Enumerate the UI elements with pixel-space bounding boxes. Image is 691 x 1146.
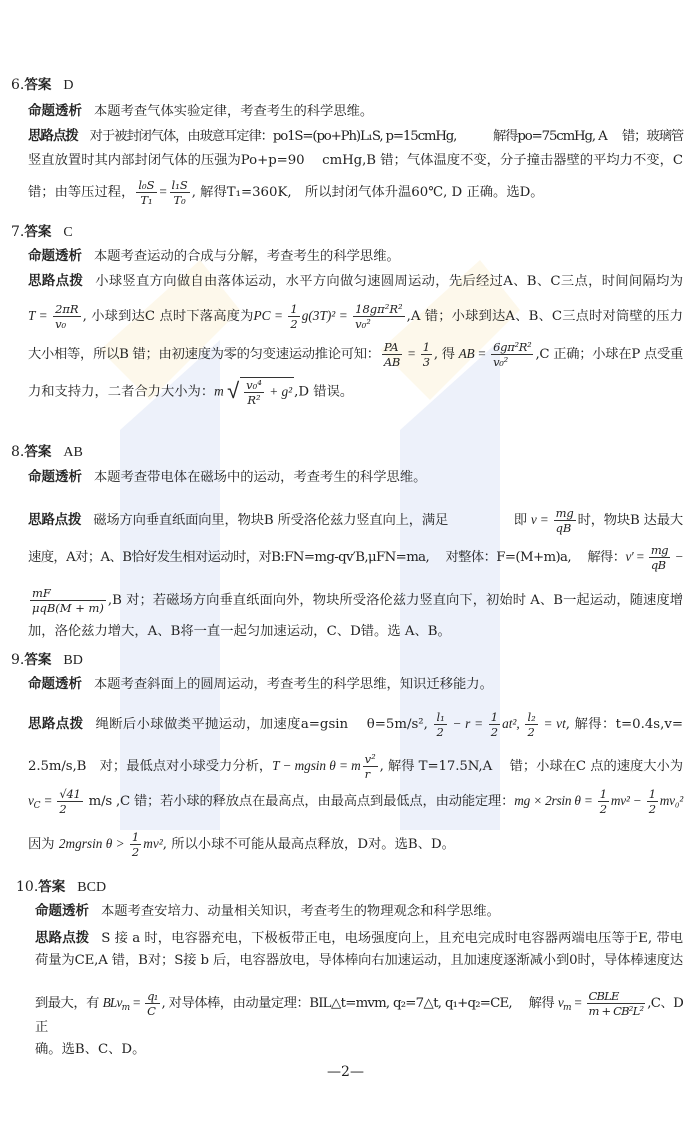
math-subscript: m: [562, 1003, 571, 1013]
question-number: 7.: [11, 224, 25, 240]
math-expression: mv² −: [610, 793, 645, 808]
hint-text: [28, 377, 683, 407]
hint-text: [28, 830, 683, 859]
fraction-numerator: PA: [382, 340, 402, 355]
answer-header: [11, 75, 73, 96]
fraction-numerator: 1: [490, 710, 499, 724]
fraction-denominator: T₀: [173, 193, 186, 207]
text-segment: 错；由等压过程，: [28, 185, 135, 200]
hint-line: [28, 271, 683, 292]
fraction-numerator: 1: [422, 340, 430, 354]
text-segment: , 对导体棒，由动量定理：BIL△t=mvm, q₂=7△t, q₁+q₂=CE, 解得: [161, 996, 558, 1011]
fraction-numerator: 1: [648, 787, 656, 801]
text-segment: , 小球到达C 点时下落高度为: [82, 309, 254, 324]
math-fraction: [525, 710, 537, 739]
math-expression: v′ =: [625, 549, 647, 564]
math-expression: BLv: [102, 995, 122, 1010]
math-fraction: [489, 710, 500, 739]
analysis-line: [28, 674, 683, 695]
text-segment: 因为: [28, 837, 59, 852]
text-segment: 力和支持力，二者合力大小为：: [28, 384, 215, 400]
fraction-denominator: 2: [59, 802, 67, 816]
math-fraction: [57, 787, 82, 816]
text-segment: , 所以小球不可能从最高点释放，D对。选B、D。: [162, 837, 455, 852]
text-segment: m/s ,C 错；若小球的释放点在最高点，由最高点到最低点，由动能定理：: [84, 794, 515, 809]
fraction-numerator: l₁S: [171, 178, 188, 192]
text-segment: 磁场方向垂直纸面向里，物块B 所受洛伦兹力竖直向上，满足 即: [93, 513, 531, 528]
fraction-numerator: v²: [364, 752, 376, 766]
analysis-text: 本题考查斜面上的圆周运动，考查考生的科学思维，知识迁移能力。: [94, 677, 493, 692]
hint-text: [28, 178, 683, 207]
fraction-numerator: mg: [555, 506, 574, 520]
math-expression: at²,: [502, 716, 524, 731]
math-expression: AB =: [458, 346, 490, 361]
fraction-numerator: √41: [59, 787, 81, 801]
analysis-line: [28, 246, 683, 267]
math-expression: =: [404, 346, 419, 361]
answer-label: 答案: [38, 879, 66, 895]
hint-text: [35, 951, 683, 971]
math-fraction: [136, 178, 156, 207]
answer-header: [11, 442, 83, 463]
answer-value: BD: [63, 653, 83, 668]
fraction-numerator: l₁: [436, 710, 445, 724]
text-segment: 2.5m/s,B 对；最低点对小球受力分析，: [28, 759, 273, 774]
math-fraction: [598, 787, 609, 816]
math-subscript: C: [33, 801, 41, 811]
analysis-label: 命题透析: [28, 469, 82, 485]
math-expression: T =: [28, 308, 52, 323]
fraction-denominator: R²: [247, 393, 261, 407]
fraction-numerator: v₀⁴: [246, 378, 262, 392]
fraction-denominator: v₀²: [493, 355, 508, 369]
math-expression: =: [129, 995, 144, 1010]
fraction-denominator: r: [364, 767, 371, 781]
math-expression: g(3T)² =: [301, 308, 352, 323]
hint-line: [28, 506, 683, 535]
math-fraction: [170, 178, 190, 207]
fraction-denominator: m + CB²L²: [588, 1004, 644, 1018]
fraction-numerator: 18gπ²R²: [355, 302, 403, 316]
hint-label: 思路点拨: [28, 273, 84, 289]
analysis-line: [28, 467, 683, 488]
hint-text: [101, 931, 683, 946]
fraction-denominator: v₀²: [355, 317, 371, 331]
text-segment: , 得: [433, 347, 459, 362]
fraction-denominator: μqB(M + m): [32, 601, 104, 615]
text-segment: , 解得：t=0.4s,v=: [565, 717, 684, 732]
text-segment: , 解得T₁=360K, 所以封闭气体升温60℃, D 正确。选D。: [191, 185, 544, 200]
hint-text: [28, 622, 683, 642]
fraction-numerator: mF: [30, 586, 106, 601]
hint-text: [95, 274, 683, 289]
fraction-denominator: 2: [599, 802, 607, 816]
math-expression: v: [28, 793, 34, 808]
hint-label: 思路点拨: [28, 512, 82, 528]
text-segment: S 接 a 时，电容器充电，下极板带正电，电场强度向上，且充电完成时电容器两端电压等于E, 带电: [101, 931, 683, 946]
math-expression: −: [671, 549, 683, 564]
answer-value: C: [63, 225, 73, 240]
math-expression: mv₀²: [659, 793, 683, 808]
fraction-denominator: 2: [290, 317, 298, 331]
math-expression: T − mgsin θ = m: [272, 758, 361, 773]
math-fraction: [434, 710, 446, 739]
answer-label: 答案: [24, 652, 52, 668]
answer-value: BCD: [77, 880, 107, 895]
square-root-icon: √: [227, 379, 240, 404]
question-number: 10.: [16, 879, 39, 895]
math-expression: − r =: [448, 716, 487, 731]
analysis-text: 本题考查运动的合成与分解，考查考生的科学思维。: [94, 249, 400, 264]
math-fraction: [244, 378, 264, 407]
math-fraction: [30, 586, 106, 615]
hint-line: [35, 928, 683, 949]
hint-text: [28, 586, 683, 615]
hint-text: [35, 989, 683, 1038]
fraction-denominator: AB: [383, 355, 400, 369]
fraction-denominator: C: [147, 1004, 156, 1018]
analysis-label: 命题透析: [35, 903, 89, 919]
math-fraction: [491, 340, 533, 369]
text-segment: 大小相等，所以B 错；由初速度为零的匀变速运动推论可知：: [28, 347, 380, 362]
math-expression: v: [557, 995, 563, 1010]
analysis-line: [35, 901, 683, 922]
math-expression: =: [40, 793, 56, 808]
math-expression: mv²: [143, 836, 163, 851]
hint-line: [28, 710, 683, 739]
answer-label: 答案: [24, 77, 52, 93]
analysis-text: 本题考查气体实验定律，考查考生的科学思维。: [94, 104, 374, 119]
fraction-numerator: l₀S: [138, 178, 155, 192]
fraction-numerator: 6gπ²R²: [493, 340, 532, 354]
math-fraction: [363, 752, 378, 781]
question-number: 6.: [11, 77, 25, 93]
fraction-denominator: 2: [527, 725, 535, 739]
math-expression: =: [570, 995, 585, 1010]
math-expression: v =: [530, 512, 552, 527]
fraction-numerator: CBLE: [587, 989, 646, 1004]
question-number: 8.: [11, 444, 25, 460]
fraction-numerator: 2πR: [55, 302, 79, 316]
fraction-denominator: T₁: [140, 193, 153, 207]
answer-label: 答案: [24, 444, 52, 460]
fraction-denominator: 2: [436, 725, 444, 739]
text-segment: ,A 错；小球到达A、B、C三点时对筒壁的压力: [406, 309, 684, 324]
math-fraction: [554, 506, 576, 535]
math-fraction: [382, 340, 402, 369]
answer-label: 答案: [24, 224, 52, 240]
answer-value: D: [63, 78, 74, 93]
text-segment: , 解得 T=17.5N,A 错；小球在C 点的速度大小为: [379, 759, 683, 774]
fraction-denominator: 3: [422, 355, 430, 369]
text-segment: 竖直放置时其内部封闭气体的压强为Po+p=90 cmHg,B 错；气体温度不变，分子撞击器壁的平均力不变，C: [28, 153, 683, 168]
fraction-denominator: qB: [650, 558, 666, 572]
fraction-denominator: 2: [131, 845, 140, 859]
fraction-denominator: qB: [555, 521, 572, 535]
answer-header: [11, 650, 83, 671]
fraction-numerator: l₂: [527, 710, 536, 724]
text-segment: 速度，A对；A、B恰好发生相对运动时，对B:FN=mg-qv′B,μFN=ma, 对整体：F=(M+m)a, 解得：: [28, 550, 626, 565]
hint-text: [28, 340, 683, 369]
math-expression: mg × 2rsin θ =: [514, 793, 596, 808]
text-segment: 小球竖直方向做自由落体运动，水平方向做匀速圆周运动，先后经过A、B、C三点，时间间隔均为: [95, 274, 684, 289]
hint-label: 思路点拨: [28, 128, 78, 144]
fraction-denominator: 2: [648, 802, 656, 816]
math-fraction: [145, 989, 159, 1018]
fraction-numerator: 1: [290, 302, 298, 316]
math-subscript: m: [121, 1003, 130, 1013]
text-segment: ,C、D正: [35, 996, 683, 1035]
square-root-body: [240, 377, 294, 407]
math-fraction: [649, 543, 670, 572]
fraction-numerator: q₁: [147, 989, 158, 1003]
text-segment: 加，洛伦兹力增大，A、B将一直一起匀加速运动，C、D错。选 A、B。: [28, 624, 451, 639]
math-fraction: [647, 787, 658, 816]
answer-header: [11, 222, 73, 243]
fraction-numerator: mg: [650, 543, 668, 557]
analysis-label: 命题透析: [28, 676, 82, 692]
math-expression: PC =: [253, 308, 287, 323]
fraction-numerator: 1: [599, 787, 607, 801]
answer-header: [16, 877, 106, 898]
math-expression: + g²: [265, 384, 293, 399]
math-expression: m: [214, 383, 228, 399]
page-number: —2—: [327, 1064, 364, 1080]
text-segment: 确。选B、C、D。: [35, 1042, 146, 1057]
hint-text: [28, 302, 683, 331]
math-expression: 2mgrsin θ >: [58, 836, 128, 851]
math-fraction: [130, 830, 141, 859]
text-segment: ,C 正确；小球在P 点受重: [535, 347, 683, 362]
hint-text: [28, 151, 683, 171]
math-fraction: [288, 302, 299, 331]
math-expression: = vt: [539, 716, 566, 731]
hint-text: [35, 1040, 683, 1060]
fraction-denominator: 2: [490, 725, 499, 739]
text-segment: ,B 对；若磁场方向垂直纸面向外，物块所受洛伦兹力竖直向下，初始时 A、B一起运动，随速度增: [107, 593, 683, 608]
hint-text: [95, 710, 684, 739]
hint-text: [28, 787, 683, 816]
math-fraction: [421, 340, 432, 369]
math-expression: =: [158, 184, 168, 199]
analysis-label: 命题透析: [28, 248, 82, 264]
hint-text: [93, 506, 684, 535]
analysis-line: [28, 101, 683, 122]
analysis-text: 本题考查带电体在磁场中的运动，考查考生的科学思维。: [94, 470, 427, 485]
hint-line: [28, 126, 683, 147]
text-segment: 对于被封闭气体，由玻意耳定律：po1S=(po+Ph)L₁S, p=15cmHg, 解得po=75cmHg, A 错；玻璃管: [89, 129, 683, 144]
hint-text: [90, 129, 683, 144]
analysis-label: 命题透析: [28, 103, 82, 119]
text-segment: 绳断后小球做类平抛运动，加速度a=gsin θ=5m/s²,: [95, 717, 433, 732]
answer-value: AB: [63, 445, 83, 460]
fraction-numerator: 1: [131, 830, 140, 844]
hint-label: 思路点拨: [28, 716, 84, 732]
text-segment: 时，物块B 达最大: [577, 513, 684, 528]
hint-label: 思路点拨: [35, 930, 90, 946]
question-number: 9.: [11, 652, 25, 668]
fraction-denominator: v₀: [55, 317, 67, 331]
math-fraction: [587, 989, 646, 1018]
math-fraction: [53, 302, 81, 331]
text-segment: ,D 错误。: [294, 384, 354, 400]
hint-text: [28, 752, 683, 781]
hint-text: [28, 543, 683, 572]
text-segment: 到最大，有: [35, 996, 103, 1011]
analysis-text: 本题考查安培力、动量相关知识，考查考生的物理观念和科学思维。: [101, 904, 500, 919]
text-segment: 荷量为CE,A 错，B对；S接 b 后，电容器放电，导体棒向右加速运动，且加速度逐渐减小到0时，导体棒速度达: [35, 953, 683, 968]
math-fraction: [353, 302, 404, 331]
